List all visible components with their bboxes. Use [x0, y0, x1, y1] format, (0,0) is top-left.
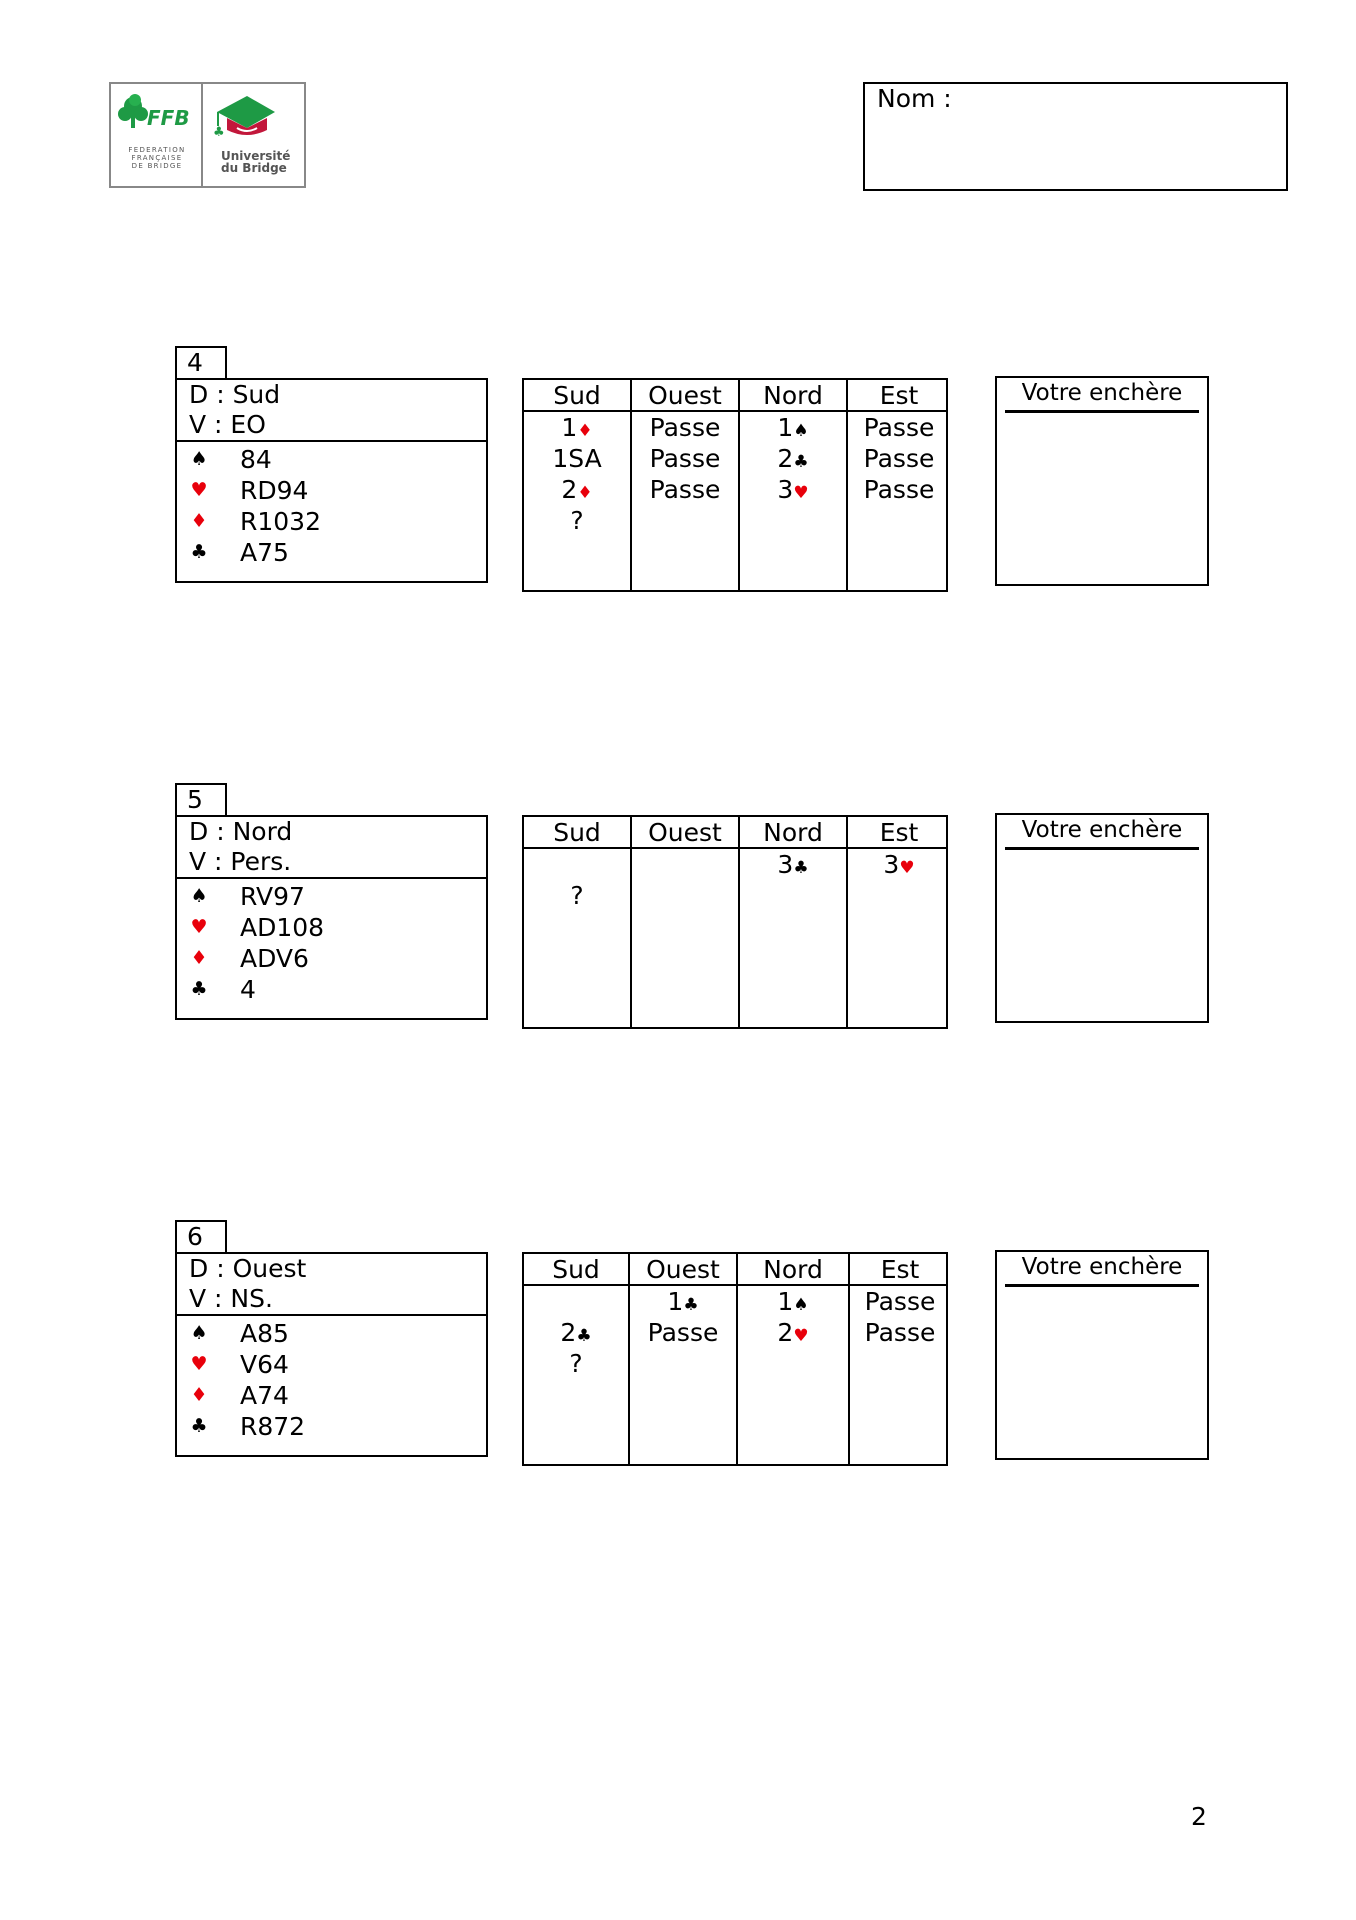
hand-meta — [177, 817, 486, 879]
name-field[interactable] — [863, 82, 1288, 191]
bid-cell: Passe — [864, 1287, 936, 1316]
bidding-column-sud — [524, 380, 632, 590]
dealer-line: D : Ouest — [189, 1254, 307, 1283]
bid-cell: Passe — [649, 413, 721, 442]
bidding-column-ouest — [632, 817, 740, 1027]
column-header: Nord — [763, 381, 823, 410]
bid-cell: 3♥ — [777, 475, 809, 504]
heart-icon: ♥ — [190, 1353, 208, 1375]
bid-cells — [850, 1286, 950, 1348]
bid-cell: 3♣ — [777, 850, 809, 879]
answer-title: Votre enchère — [1021, 817, 1183, 843]
bid-cells — [848, 412, 950, 505]
suit-holding-clubs — [177, 974, 486, 1005]
ffb-logo-text: FEDERATION FRANÇAISE DE BRIDGE — [128, 146, 186, 170]
suit-cards: RV97 — [240, 882, 305, 911]
bid-cell — [524, 1286, 628, 1317]
bid-cell: 1♠ — [777, 1287, 809, 1316]
deal-6 — [0, 1220, 1356, 1480]
ffb-logo-left — [111, 84, 203, 186]
answer-underline — [1005, 410, 1199, 413]
diamond-icon: ♦ — [190, 947, 208, 969]
hand-box — [175, 815, 488, 1020]
spade-icon: ♠ — [190, 885, 208, 907]
suit-holding-clubs — [177, 537, 486, 568]
bid-cell: Passe — [864, 1318, 936, 1347]
hand-box — [175, 378, 488, 583]
bid-cells — [738, 1286, 848, 1348]
suit-holding-spades — [177, 444, 486, 475]
suit-cards: RD94 — [240, 476, 309, 505]
bid-question: ? — [569, 1349, 583, 1378]
bidding-column-est — [850, 1254, 950, 1464]
bid-cell: 2♥ — [777, 1318, 809, 1347]
bidding-column-est — [848, 380, 950, 590]
suit-cards: R872 — [240, 1412, 306, 1441]
spade-icon: ♠ — [793, 1295, 809, 1315]
column-header: Nord — [763, 1255, 823, 1284]
heart-icon: ♥ — [793, 1326, 809, 1346]
bid-cells — [740, 849, 846, 880]
bid-question: ? — [570, 506, 584, 535]
universite-logo-text: Université du Bridge — [221, 149, 291, 175]
suit-holding-hearts — [177, 912, 486, 943]
suit-cards: ADV6 — [240, 944, 309, 973]
bid-cells — [524, 849, 630, 911]
bid-question: ? — [570, 881, 584, 910]
diamond-icon: ♦ — [190, 1384, 208, 1406]
bidding-table — [522, 378, 948, 592]
bid-cell: Passe — [863, 475, 935, 504]
answer-underline — [1005, 847, 1199, 850]
dealer-line: D : Nord — [189, 817, 293, 846]
bidding-column-sud — [524, 817, 632, 1027]
suit-holding-hearts — [177, 1349, 486, 1380]
diamond-icon: ♦ — [577, 483, 593, 503]
suit-cards: V64 — [240, 1350, 289, 1379]
svg-text:♣: ♣ — [213, 125, 225, 140]
name-label: Nom : — [877, 84, 952, 113]
bid-cells — [632, 849, 738, 880]
bid-cell: 1♦ — [561, 413, 593, 442]
bid-cell: Passe — [647, 1318, 719, 1347]
hand-meta — [177, 1254, 486, 1316]
bidding-column-ouest — [632, 380, 740, 590]
bid-cell: Passe — [863, 444, 935, 473]
club-icon: ♣ — [190, 978, 208, 1000]
deal-4 — [0, 346, 1356, 606]
suit-holding-diamonds — [177, 506, 486, 537]
page-number: 2 — [1191, 1802, 1207, 1831]
heart-icon: ♥ — [190, 479, 208, 501]
bid-cell: 2♣ — [560, 1318, 592, 1347]
bidding-column-ouest — [630, 1254, 738, 1464]
spade-icon: ♠ — [793, 421, 809, 441]
board-number: 5 — [175, 783, 227, 816]
diamond-icon: ♦ — [190, 510, 208, 532]
suit-cards: A75 — [240, 538, 289, 567]
column-header: Est — [880, 1255, 920, 1284]
suit-holding-hearts — [177, 475, 486, 506]
suit-holding-clubs — [177, 1411, 486, 1442]
vulnerability-line: V : Pers. — [189, 847, 292, 876]
hand-box — [175, 1252, 488, 1457]
board-number: 4 — [175, 346, 227, 379]
club-icon: ♣ — [793, 452, 809, 472]
suit-holding-diamonds — [177, 943, 486, 974]
column-header: Sud — [552, 1255, 600, 1284]
column-header: Est — [879, 818, 919, 847]
suit-cards: AD108 — [240, 913, 325, 942]
club-icon: ♣ — [576, 1326, 592, 1346]
bid-cells — [632, 412, 738, 505]
bidding-table — [522, 815, 948, 1029]
suit-holding-diamonds — [177, 1380, 486, 1411]
column-header: Nord — [763, 818, 823, 847]
universite-logo — [203, 84, 304, 186]
bid-cells — [524, 1286, 628, 1379]
board-number: 6 — [175, 1220, 227, 1253]
bid-cell: 1SA — [552, 444, 602, 473]
dealer-line: D : Sud — [189, 380, 281, 409]
club-icon: ♣ — [793, 858, 809, 878]
bidding-table — [522, 1252, 948, 1466]
heart-icon: ♥ — [899, 858, 915, 878]
bid-cell — [524, 849, 630, 880]
column-header: Sud — [553, 818, 601, 847]
ffb-mark: FFB — [147, 106, 190, 130]
suit-cards: 4 — [240, 975, 256, 1004]
suit-holding-spades — [177, 881, 486, 912]
spade-icon: ♠ — [190, 1322, 208, 1344]
vulnerability-line: V : NS. — [189, 1284, 273, 1313]
bid-cell — [632, 849, 738, 880]
heart-icon: ♥ — [793, 483, 809, 503]
bid-cell: 1♣ — [667, 1287, 699, 1316]
bidding-column-nord — [740, 380, 848, 590]
suit-cards: A85 — [240, 1319, 289, 1348]
spade-icon: ♠ — [190, 448, 208, 470]
club-icon: ♣ — [190, 1415, 208, 1437]
suit-cards: 84 — [240, 445, 272, 474]
answer-box[interactable] — [995, 813, 1209, 1023]
heart-icon: ♥ — [190, 916, 208, 938]
suit-cards: R1032 — [240, 507, 321, 536]
bid-cell: 1♠ — [777, 413, 809, 442]
bid-cell: Passe — [863, 413, 935, 442]
deal-5 — [0, 783, 1356, 1043]
bidding-column-nord — [740, 817, 848, 1027]
graduation-cap-icon — [203, 84, 308, 146]
answer-box[interactable] — [995, 376, 1209, 586]
column-header: Est — [879, 381, 919, 410]
bid-cells — [740, 412, 846, 505]
club-icon: ♣ — [683, 1295, 699, 1315]
bid-cell: 2♣ — [777, 444, 809, 473]
hand-meta — [177, 380, 486, 442]
ffb-logo — [109, 82, 306, 188]
bid-cells — [848, 849, 950, 880]
vulnerability-line: V : EO — [189, 410, 266, 439]
column-header: Sud — [553, 381, 601, 410]
column-header: Ouest — [646, 1255, 720, 1284]
column-header: Ouest — [648, 381, 722, 410]
bid-cell: 3♥ — [883, 850, 915, 879]
suit-holding-spades — [177, 1318, 486, 1349]
bid-cell: Passe — [649, 444, 721, 473]
answer-box[interactable] — [995, 1250, 1209, 1460]
ffb-tree-icon — [111, 84, 201, 144]
column-header: Ouest — [648, 818, 722, 847]
answer-title: Votre enchère — [1021, 380, 1183, 406]
bid-cells — [630, 1286, 736, 1348]
bidding-column-sud — [524, 1254, 630, 1464]
answer-underline — [1005, 1284, 1199, 1287]
bidding-column-nord — [738, 1254, 850, 1464]
club-icon: ♣ — [190, 541, 208, 563]
bidding-column-est — [848, 817, 950, 1027]
suit-cards: A74 — [240, 1381, 289, 1410]
diamond-icon: ♦ — [577, 421, 593, 441]
bid-cell: Passe — [649, 475, 721, 504]
bid-cells — [524, 412, 630, 536]
answer-title: Votre enchère — [1021, 1254, 1183, 1280]
bid-cell: 2♦ — [561, 475, 593, 504]
